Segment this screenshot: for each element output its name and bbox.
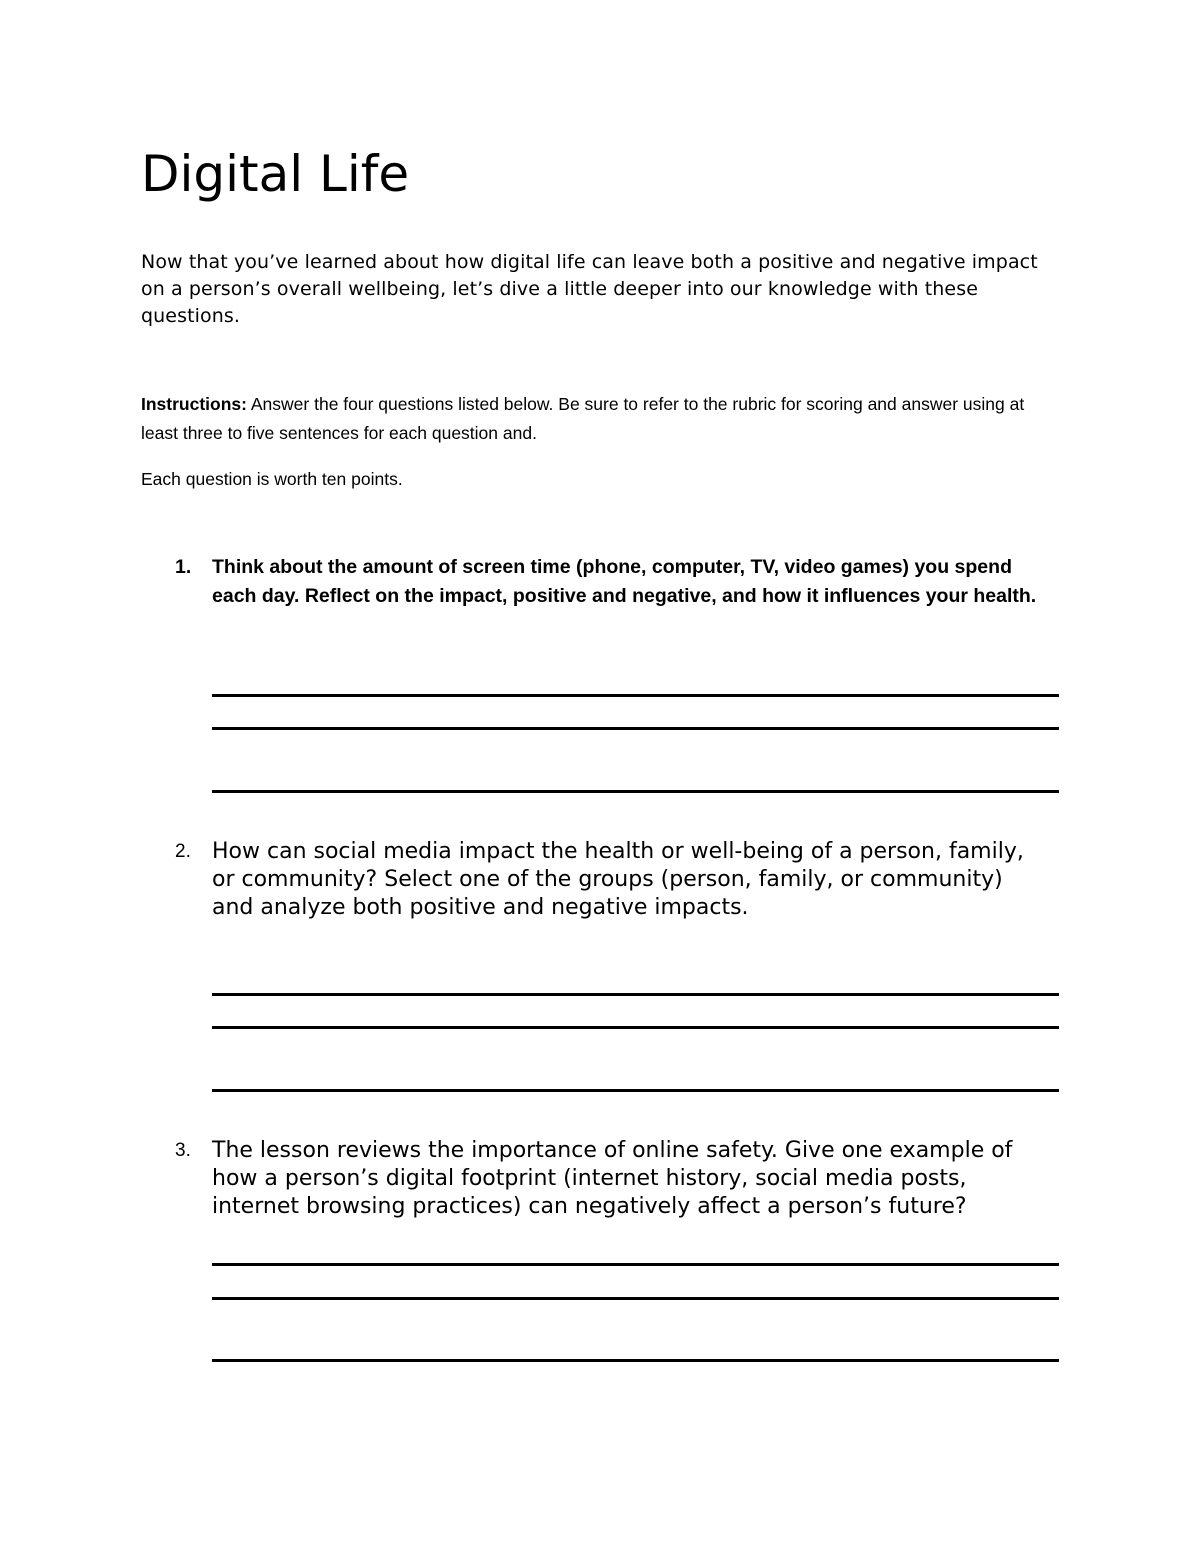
instructions-label: Instructions: xyxy=(141,394,247,414)
question-text: The lesson reviews the importance of online safety. Give one example of how a person’s digital footprint (internet history, social media posts, internet browsing practices) can negatively affect a person’s future? xyxy=(212,1138,1013,1219)
points-note: Each question is worth ten points. xyxy=(141,469,403,489)
answer-line[interactable] xyxy=(212,727,1059,730)
instructions-text: Answer the four questions listed below. Be sure to refer to the rubric for scoring and answer using at least three to five sentences for each question and. xyxy=(141,394,1025,443)
instructions-paragraph xyxy=(141,390,1041,448)
question-1 xyxy=(175,553,1045,610)
question-text: Think about the amount of screen time (phone, computer, TV, video games) you spend each day. Reflect on the impact, positive and negative, and how it influences your health. xyxy=(212,556,1037,607)
answer-line[interactable] xyxy=(212,1359,1059,1362)
question-number: 1. xyxy=(175,556,192,578)
intro-paragraph: Now that you’ve learned about how digital life can leave both a positive and negative impact on a person’s overall wellbeing, let’s dive a little deeper into our knowledge with these questions. xyxy=(141,251,1038,327)
page-title: Digital Life xyxy=(141,145,410,203)
answer-line[interactable] xyxy=(212,790,1059,793)
question-number: 3. xyxy=(175,1140,191,1161)
answer-line[interactable] xyxy=(212,993,1059,996)
answer-line[interactable] xyxy=(212,1263,1059,1266)
answer-line[interactable] xyxy=(212,694,1059,697)
question-3 xyxy=(175,1137,1045,1221)
question-text: How can social media impact the health or well-being of a person, family, or community? Select one of the groups (person, family, or community) and analyze both positive and negative impacts. xyxy=(212,839,1024,920)
question-2 xyxy=(175,838,1045,922)
answer-line[interactable] xyxy=(212,1089,1059,1092)
answer-line[interactable] xyxy=(212,1297,1059,1300)
question-number: 2. xyxy=(175,841,191,862)
answer-line[interactable] xyxy=(212,1026,1059,1029)
